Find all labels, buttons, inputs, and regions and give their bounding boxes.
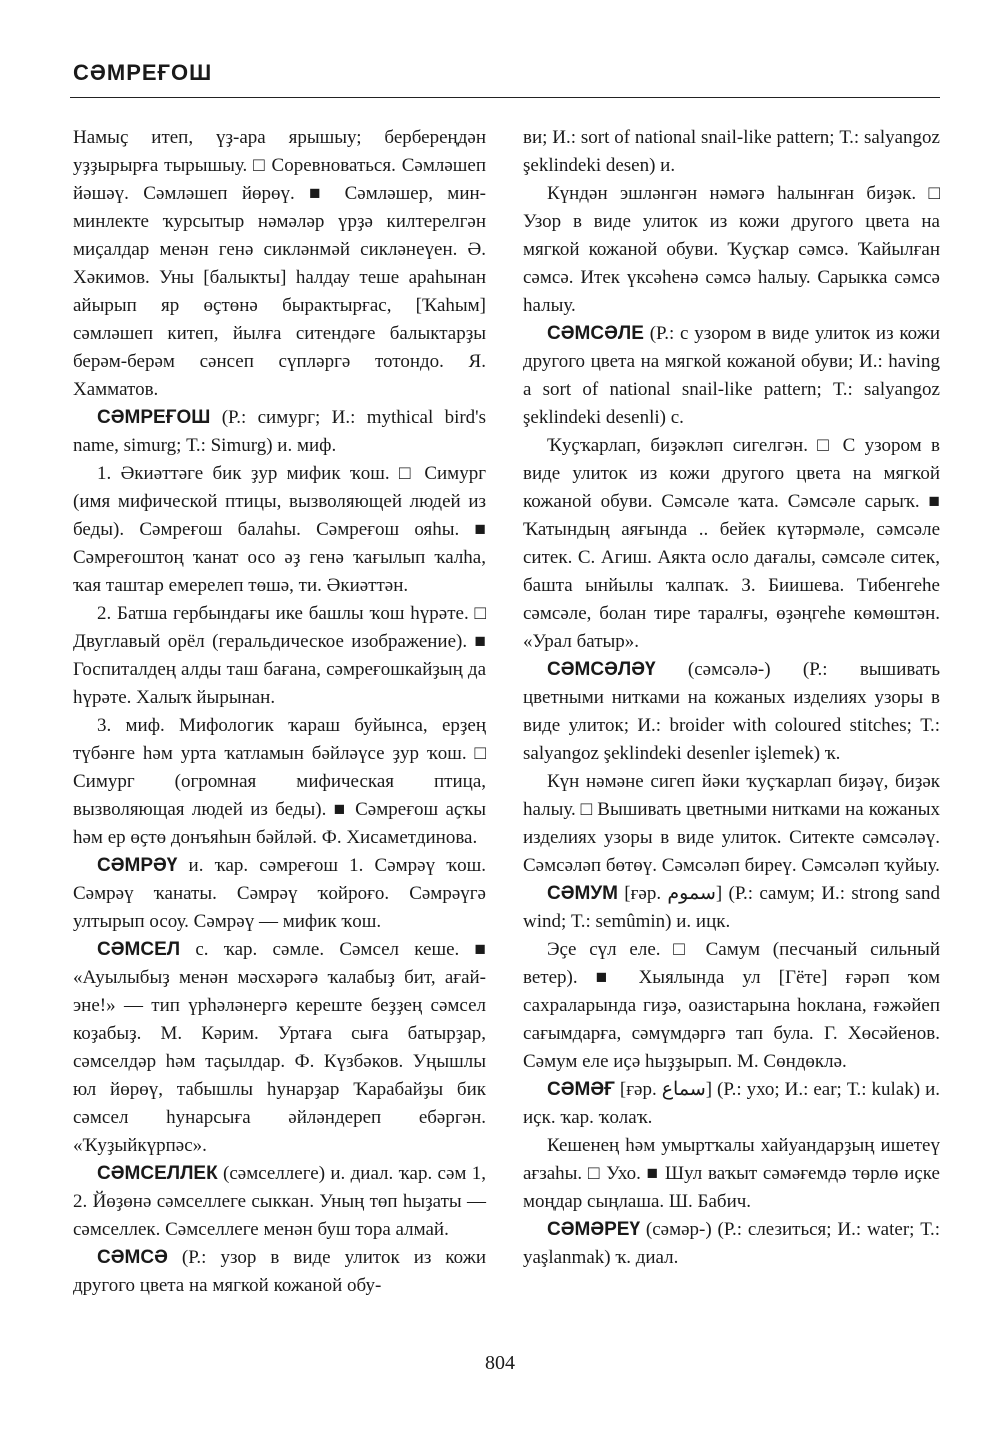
entry-text: с. ҡар. сәмле. Сәмсел кеше. ■ «Ауылыбыҙ менән мәсхәрәгә ҡалабыҙ бит, ағай-эне!» — тип үрһәләнергә кереште беҙҙең сәмсел коҙабыҙ. М. Кәрим. Уртаға сыға батырҙар, сәмселдәр һәм таҫылдар. Ф. Күзбәков. Уңышлы юл йөрөү, табышлы һунарҙар Ҡарабайҙы бик сәмсел һунарсыға әйләндереп ебәргән. «Ҡуҙыйкүрпәс». xyxy=(73,939,486,1156)
dictionary-entry xyxy=(73,1160,486,1244)
sense-paragraph: Күн нәмәне сигеп йәки ҡуҫҡарлап биҙәү, биҙәк һалыу. □ Вышивать цветными нитками на кожаных изделиях узоры в виде улиток. Ситекте сәмсәләү. Сәмсәләп бөтөү. Сәмсәләп биреү. Сәмсәләп ҡуйыу. xyxy=(523,771,940,876)
sense-paragraph: Кешенең һәм умыртҡалы хайуандарҙың ишетеү ағзаһы. □ Ухо. ■ Шул ваҡыт сәмәғемдә төрлө иҫке моңдар сыңлаша. Ш. Бабич. xyxy=(523,1135,940,1212)
continued-paragraph: Намыҫ итеп, үҙ-ара ярышыу; бербереңдән уҙҙырырға тырышыу. □ Соревноваться. Сәмләшеп йәшәү. Сәмләшеп йөрөү. ■ Сәмләшер, мин-минлекте ҡурсытыр нәмәләр үрҙә килтерелгән миҫалдар менән генә сикләнмәй сикләнеүен. Ә. Хәкимов. Уны [балыкты] һалдау теше араһынан айырып яр өҫтөнә бырактырғас, [Ҡаһым] сәмләшеп китеп, йылға ситендәге балыктарҙы берәм-берәм сәнсеп сүпләргә тотондо. Я. Хамматов. xyxy=(73,127,486,400)
entry-text: и. ҡар. сәмреғош 1. Сәмрәү ҡош. Сәмрәү ҡанаты. Сәмрәү ҡойроғо. Сәмрәүгә ултырып осоу. Сәмрәү — мифик ҡош. xyxy=(73,855,486,932)
dictionary-entry xyxy=(73,936,486,1160)
dictionary-entry xyxy=(73,852,486,936)
entry-headword: СӘМРӘҮ xyxy=(97,855,178,876)
entry-headword: СӘМСӘЛЕ xyxy=(547,323,644,344)
sense-paragraph: Күндән эшләнгән нәмәгә һалынған биҙәк. □ Узор в виде улиток из кожи другого цвета на мягкой кожаной обуви. Ҡуҫҡар сәмсә. Ҡайылған сәмсә. Итек үксәһенә сәмсә һалыу. Сарыкка сәмсә һалыу. xyxy=(523,183,940,316)
dictionary-entry xyxy=(73,1244,486,1300)
entry-headword: СӘМУМ xyxy=(547,883,618,904)
page-number: 804 xyxy=(485,1352,515,1374)
entry-headword: СӘМСӘ xyxy=(97,1247,168,1268)
dictionary-entry xyxy=(523,320,940,432)
dictionary-entry xyxy=(523,656,940,768)
left-column xyxy=(73,124,486,1300)
entry-headword: СӘМӘҒ xyxy=(547,1079,615,1100)
sense-paragraph: 2. Батша гербындағы ике башлы ҡош һүрәте. □ Двуглавый орёл (геральдическое изображение). ■ Госпиталдең алды таш бағана, сәмреғошкайҙың да һүрәте. Халыҡ йырынан. xyxy=(73,603,486,708)
entry-text: (Р.: симург; И.: mythical bird's name, simurg; Т.: Simurg) и. миф. xyxy=(73,407,486,456)
entry-text: (сәмсәлә-) (Р.: вышивать цветными нитками на кожаных изделиях узоры в виде улиток; И.: broider with coloured stitches; Т.: salyangoz şeklindeki desenler işlemek) ҡ. xyxy=(523,659,940,764)
sense-paragraph: 1. Әкиәттәге бик ҙур мифик ҡош. □ Симург (имя мифической птицы, вызволяющей людей из беды). Сәмреғош балаһы. Сәмреғош ояһы. ■ Сәмреғоштоң ҡанат осо әҙ генә ҡағылып ҡалһа, ҡая таштар емерелеп төшә, ти. Әкиәттән. xyxy=(73,463,486,596)
continued-paragraph: ви; И.: sort of national snail-like pattern; Т.: salyangoz şeklindeki desen) и. xyxy=(523,127,940,176)
entry-text: (Р.: узор в виде улиток из кожи другого цвета на мягкой кожаной обу- xyxy=(73,1247,486,1296)
entry-text: (сәмәр-) (Р.: слезиться; И.: water; Т.: yaşlanmak) ҡ. диал. xyxy=(523,1219,940,1268)
entry-headword: СӘМРЕҒОШ xyxy=(97,407,211,428)
running-head: СӘМРЕҒОШ xyxy=(73,60,213,85)
entry-text: (сәмселлеге) и. диал. ҡар. сәм 1, 2. Йөҙөнә сәмселлеге сыккан. Уның төп һыҙаты — сәмселлек. Сәмселлеге менән буш тора алмай. xyxy=(73,1163,486,1240)
entry-headword: СӘМСӘЛӘҮ xyxy=(547,659,656,680)
dictionary-entry xyxy=(523,1216,940,1272)
sense-paragraph: Ҡуҫҡарлап, биҙәкләп сигелгән. □ С узором в виде улиток из кожи другого цвета на мягкой кожаной обуви. Сәмсәле ҡата. Сәмсәле сарыҡ. ■ Ҡатындың аяғында .. бейек күтәрмәле, сәмсәле ситек. С. Агиш. Аякта осло дағалы, сәмсәле ситек, башта ынйылы ҡалпаҡ. З. Биишева. Тибенгеһе сәмсәле, болан тире таралғы, өҙәңгеһе көмөштән. «Урал батыр». xyxy=(523,435,940,652)
entry-headword: СӘМСЕЛЛЕК xyxy=(97,1163,218,1184)
entry-text: [ғәр. سموم] (Р.: самум; И.: strong sand wind; Т.: semûmin) и. ицк. xyxy=(523,883,940,932)
entry-text: (Р.: с узором в виде улиток из кожи другого цвета на мягкой кожаной обуви; И.: having a sort of national snail-like pattern; Т.: salyangoz şeklindeki desenli) с. xyxy=(523,323,940,428)
sense-paragraph: Эҫе сүл еле. □ Самум (песчаный сильный ветер). ■ Хыялында ул [Гёте] ғәрәп ҡом сахраларында гиҙә, оазистарына һоклана, ғәжәйеп сағымдарға, сәмүмдәргә тап була. Г. Хөсәйенов. Сәмум еле иҫә һыҙҙырып. М. Сөндөклә. xyxy=(523,939,940,1072)
entry-headword: СӘМӘРЕҮ xyxy=(547,1219,641,1240)
entry-text: [ғәр. سماع] (Р.: ухо; И.: ear; Т.: kulak) и. иҫк. ҡар. ҡолаҡ. xyxy=(523,1079,940,1128)
dictionary-entry xyxy=(523,1076,940,1132)
dictionary-entry xyxy=(523,880,940,936)
right-column xyxy=(523,124,940,1272)
header-rule xyxy=(70,97,940,98)
sense-paragraph: 3. миф. Мифологик ҡараш буйынса, ерҙең түбәнге һәм урта ҡатламын бәйләүсе ҙур ҡош. □ Симург (огромная мифическая птица, вызволяющая людей из беды). ■ Сәмреғош аҫҡы һәм ер өҫтө донъяһын бәйләй. Ф. Хисаметдинова. xyxy=(73,715,486,848)
dictionary-entry xyxy=(73,404,486,460)
entry-headword: СӘМСЕЛ xyxy=(97,939,181,960)
